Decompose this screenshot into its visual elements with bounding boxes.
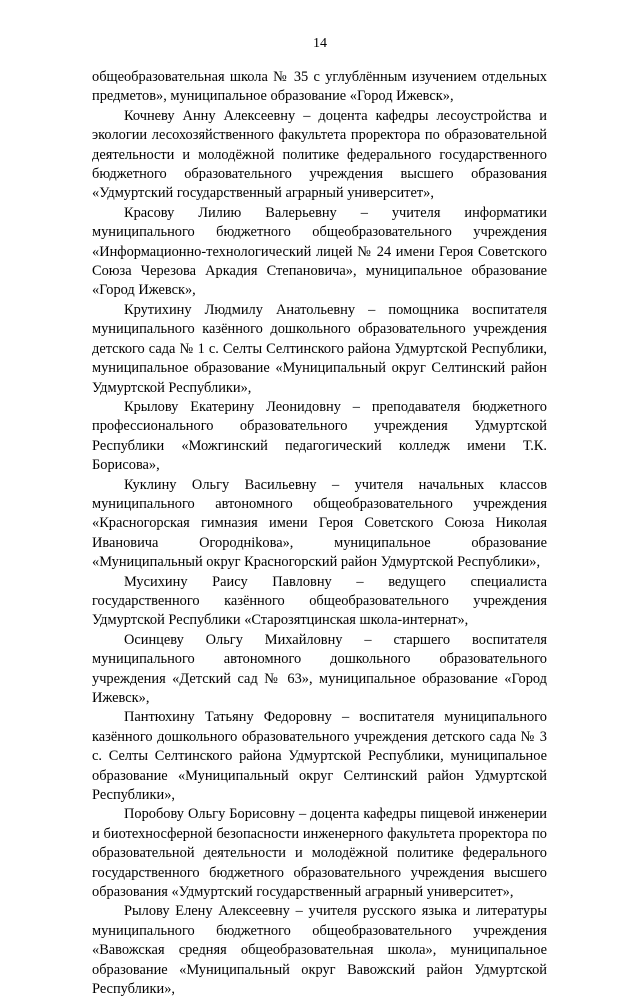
paragraph-pantyukhina: Пантюхину Татьяну Федоровну – воспитателя муниципального казённого дошкольного образовательного учреждения детского сада № 3 с. Селты Селтинского района Удмуртской Республики, муниципальное образование «Муниципальный округ Селтинский район Удмуртской Республики»,: [92, 709, 547, 804]
document-body: [92, 68, 547, 1000]
paragraph-continuation: общеобразовательная школа № 35 с углублённым изучением отдельных предметов», муниципальное образование «Город Ижевск»,: [92, 69, 547, 105]
paragraph-krylova: Крылову Екатерину Леонидовну – преподавателя бюджетного профессионального образовательного учреждения Удмуртской Республики «Можгинский педагогический колледж имени Т.К. Борисова»,: [92, 398, 547, 474]
paragraph-kuklina: Куклину Ольгу Васильевну – учителя начальных классов муниципального автономного общеобразовательного учреждения «Красногорская гимназия имени Героя Советского Союза Николая Ивановича Огороднikова», муниципальное образование «Муниципальный округ Красногорский район Удмуртской Республики»,: [92, 476, 547, 571]
paragraph-osintseva: Осинцеву Ольгу Михайловну – старшего воспитателя муниципального автономного дошкольного образовательного учреждения «Детский сад № 63», муниципальное образование «Город Ижевск»,: [92, 631, 547, 706]
paragraph-krutikhina: Крутихину Людмилу Анатольевну – помощника воспитателя муниципального казённого дошкольного образовательного учреждения детского сада № 1 с. Селты Селтинского района Удмуртской Республики, муниципальное образование «Муниципальный округ Селтинский район Удмуртской Республики»,: [92, 301, 547, 396]
page-number: 14: [313, 36, 327, 51]
paragraph-krasova: Красову Лилию Валерьевну – учителя информатики муниципального бюджетного общеобразовательного учреждения «Информационно-технологический лицей № 24 имени Героя Советского Союза Черезова Аркадия Степановича», муниципальное образование «Город Ижевск»,: [92, 204, 547, 299]
paragraph-rylova: Рылову Елену Алексеевну – учителя русского языка и литературы муниципального бюджетного общеобразовательного учреждения «Вавожская средняя общеобразовательная школа», муниципальное образование «Муниципальный округ Вавожский район Удмуртской Республики»,: [92, 903, 547, 998]
paragraph-kochneva: Кочневу Анну Алексеевну – доцента кафедры лесоустройства и экологии лесохозяйственного факультета проректора по образовательной деятельности и молодёжной политике федерального государственного бюджетного образовательного учреждения высшего образования «Удмуртский государственный аграрный университет»,: [92, 107, 547, 202]
paragraph-musikhina: Мусихину Раису Павловну – ведущего специалиста государственного казённого общеобразовательного учреждения Удмуртской Республики «Старозятцинская школа-интернат»,: [92, 573, 547, 629]
paragraph-porobova: Поробову Ольгу Борисовну – доцента кафедры пищевой инженерии и биотехносферной безопасности инженерного факультета проректора по образовательной деятельности и молодёжной политике федерального государственного бюджетного образовательного учреждения высшего образования «Удмуртский государственный аграрный университет»,: [92, 806, 547, 901]
